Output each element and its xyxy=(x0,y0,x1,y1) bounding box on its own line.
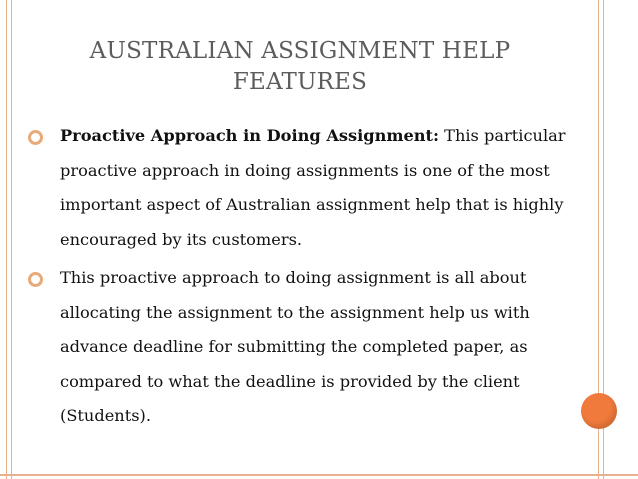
bullet-1-lead: Proactive Approach in Doing Assignment: xyxy=(60,126,440,145)
hollow-circle-bullet-icon xyxy=(28,272,43,287)
left-border-line-inner xyxy=(11,0,12,479)
bullet-item-2 xyxy=(28,261,568,434)
slide-title-line-2: FEATURES xyxy=(232,69,368,95)
bullet-1-text: This particular proactive approach in doing assignments is one of the most important aspect of Australian assignment help that is highly encouraged by its customers. xyxy=(60,126,566,249)
bottom-border-line xyxy=(0,474,638,476)
slide-title-line-1: AUSTRALIAN ASSIGNMENT HELP xyxy=(89,38,511,64)
bullet-item-1 xyxy=(28,119,568,257)
orange-dot-decoration xyxy=(581,393,617,429)
hollow-circle-bullet-icon xyxy=(28,130,43,145)
left-border-line xyxy=(6,0,7,479)
bullet-2-text: This proactive approach to doing assignment is all about allocating the assignment to the assignment help us with advance deadline for submitting the completed paper, as compared to what the deadline is provided by the client (Students). xyxy=(60,268,530,425)
bullet-list xyxy=(28,119,568,438)
slide-title xyxy=(40,36,560,98)
